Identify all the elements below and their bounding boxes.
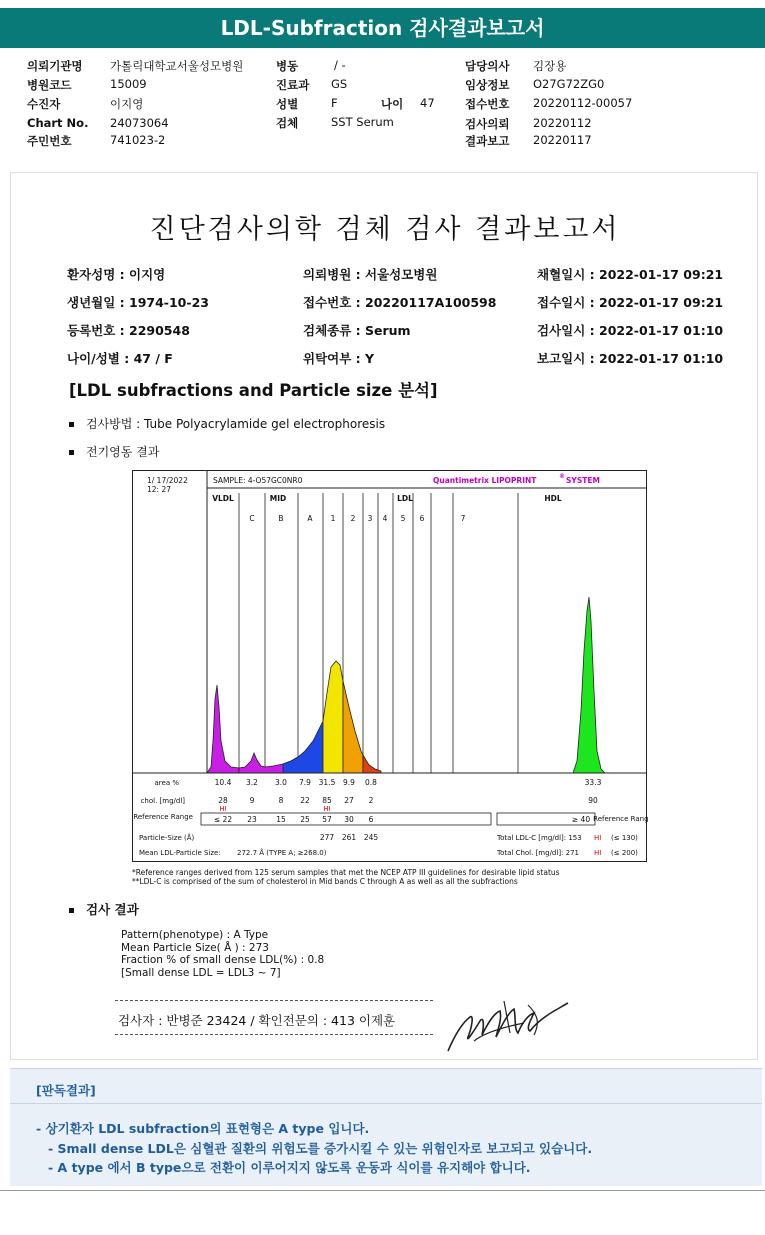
result-line: Mean Particle Size( Å ) : 273 — [121, 941, 269, 954]
header-value: 가톨릭대학교서울성모병원 — [110, 59, 244, 73]
group-label-mid: MID — [269, 494, 287, 503]
header-value: O27G72ZG0 — [533, 77, 605, 91]
age-value: 47 — [420, 96, 435, 110]
header-value: 20220112 — [533, 116, 592, 130]
receipt-number: 접수번호 : 20220117A100598 — [303, 295, 497, 310]
header-label: 성별 — [276, 97, 299, 111]
total-ldl-ref: (≤ 130) — [611, 834, 638, 842]
chart-svg — [133, 471, 648, 863]
chol-value: 28 — [218, 796, 228, 805]
note-line: *Reference ranges derived from 125 serum samples that met the NCEP ATP III guidelines for desirable lipid status — [132, 868, 560, 877]
header-label: 결과보고 — [465, 134, 510, 148]
chol-value: 85 — [322, 796, 332, 805]
age-sex: 나이/성별 : 47 / F — [67, 351, 173, 366]
registration-number: 등록번호 : 2290548 — [67, 323, 190, 338]
signer-line: 검사자 : 반병준 23424 / 확인전문의 : 413 이제훈 — [118, 1013, 396, 1028]
area-value: 7.9 — [299, 778, 311, 787]
birth-date: 생년월일 : 1974-10-23 — [67, 295, 209, 310]
chol-value: 90 — [588, 796, 598, 805]
verdict-title: [판독결과] — [36, 1083, 96, 1098]
note-line: **LDL-C is comprised of the sum of cholesterol in Mid bands C through A as well as all the subfractions — [132, 877, 518, 886]
result-line: Fraction % of small dense LDL(%) : 0.8 — [121, 954, 325, 966]
band-label: 3 — [367, 514, 373, 523]
header-value: 김장용 — [533, 59, 567, 73]
header-row: 병원코드 — [27, 78, 72, 92]
verdict-line: - A type 에서 B type으로 전환이 이루어지지 않도록 운동과 식이를 유지해야 합니다. — [48, 1160, 531, 1175]
bullet-square-icon — [69, 422, 74, 427]
group-label-vldl: VLDL — [212, 494, 234, 503]
total-chol: Total Chol. [mg/dl]: 271 — [497, 849, 579, 857]
bottom-border — [0, 1190, 765, 1191]
chol-value: 22 — [300, 796, 310, 805]
chart-date: 1/ 17/2022 — [147, 476, 188, 485]
ref-value: 23 — [247, 815, 257, 824]
band-label: 5 — [400, 514, 406, 523]
row-label-mean: Mean LDL-Particle Size: — [139, 849, 221, 857]
chol-value: 2 — [368, 796, 374, 805]
area-value: 3.0 — [275, 778, 287, 787]
ref-value: 15 — [276, 815, 286, 824]
bullet-square-icon — [69, 450, 74, 455]
divider — [115, 1000, 433, 1001]
header-label: 검체 — [276, 116, 299, 130]
header-value: F — [331, 96, 338, 110]
chol-value: 9 — [249, 796, 255, 805]
header-row: 의뢰기관명 — [27, 59, 83, 73]
band-label: C — [249, 514, 255, 523]
ref-value: ≥ 40 — [571, 815, 591, 824]
header-value: 20220112-00057 — [533, 96, 633, 110]
header-label: 임상정보 — [465, 78, 510, 92]
header-value: / - — [334, 58, 346, 72]
electrophoresis-chart — [132, 470, 647, 862]
report-title: 진단검사의학 검체 검사 결과보고서 — [149, 214, 621, 245]
specimen-type: 검체종류 : Serum — [303, 323, 411, 338]
vldl-peak — [207, 685, 239, 773]
collection-time: 채혈일시 : 2022-01-17 09:21 — [537, 267, 724, 282]
header-label: 검사의뢰 — [465, 117, 510, 131]
header-value: 15009 — [110, 77, 147, 91]
chart-brand-tail: SYSTEM — [566, 476, 600, 485]
verdict-line: - 상기환자 LDL subfraction의 표현형은 A type 입니다. — [36, 1121, 370, 1136]
header-label: 병동 — [276, 59, 299, 73]
referring-hospital: 의뢰병원 : 서울성모병원 — [303, 267, 438, 282]
receipt-time: 접수일시 : 2022-01-17 09:21 — [537, 295, 724, 310]
header-value: 24073064 — [110, 116, 169, 130]
section-title: [LDL subfractions and Particle size 분석] — [69, 381, 438, 400]
header-row: 주민번호 — [27, 134, 72, 148]
area-value: 0.8 — [365, 778, 377, 787]
verdict-separator — [10, 1103, 762, 1104]
area-value: 3.2 — [246, 778, 258, 787]
particle-size-value: 277 — [319, 833, 335, 842]
patient-name: 환자성명 : 이지영 — [67, 267, 166, 282]
signature-image — [444, 993, 570, 1057]
mid-ab-region — [283, 721, 323, 773]
electro-line: 전기영동 결과 — [69, 443, 159, 460]
ref-value: 6 — [368, 815, 374, 824]
area-value: 31.5 — [318, 778, 336, 787]
row-label-chol: chol. [mg/dl] — [140, 797, 185, 805]
header-value: 이지영 — [110, 97, 144, 111]
divider — [115, 1034, 433, 1035]
page-title: LDL-Subfraction 검사결과보고서 — [0, 8, 765, 48]
row-label-ref: Reference Range — [133, 813, 193, 821]
ref-value: 25 — [300, 815, 310, 824]
header-label: 접수번호 — [465, 97, 510, 111]
mean-size-value: 272.7 Å (TYPE A; ≥268.0) — [237, 849, 327, 857]
row-label-particle: Particle-Size (Å) — [139, 834, 195, 842]
consignment: 위탁여부 : Y — [303, 351, 375, 366]
chart-brand-sup: ® — [559, 473, 565, 480]
verdict-panel — [10, 1068, 762, 1186]
result-line: Pattern(phenotype) : A Type — [121, 929, 269, 941]
particle-size-value: 261 — [341, 833, 357, 842]
chart-time: 12: 27 — [147, 485, 171, 494]
header-row: 수진자 — [27, 97, 61, 111]
hdl-peak — [573, 597, 605, 773]
verdict-line: - Small dense LDL은 심혈관 질환의 위험도를 증가시킬 수 있는 위험인자로 보고되고 있습니다. — [48, 1141, 593, 1156]
area-value: 33.3 — [584, 778, 602, 787]
result-line: [Small dense LDL = LDL3 ~ 7] — [121, 966, 281, 979]
band-label: 2 — [350, 514, 356, 523]
band-label: 6 — [419, 514, 425, 523]
particle-size-value: 245 — [363, 833, 379, 842]
area-value: 10.4 — [214, 778, 232, 787]
hi-flag-ldl1: HI — [323, 805, 331, 813]
header-label: 진료과 — [276, 78, 310, 92]
header-label: 담당의사 — [465, 59, 510, 73]
test-time: 검사일시 : 2022-01-17 01:10 — [537, 323, 724, 338]
header-value: 741023-2 — [110, 133, 166, 147]
header-value: GS — [331, 77, 348, 91]
hi-flag-chol-total: HI — [594, 849, 602, 857]
band-label: A — [307, 514, 313, 523]
result-heading: 검사 결과 — [69, 900, 139, 918]
row-label-ref-right: Reference Range — [593, 815, 648, 823]
header-row: Chart No. — [27, 116, 89, 130]
header-value: 20220117 — [533, 133, 592, 147]
ldl2-region — [343, 681, 363, 773]
hi-flag-vldl: HI — [219, 805, 227, 813]
hi-flag-ldl-total: HI — [594, 834, 602, 842]
reference-notes — [132, 868, 560, 886]
method-line: 검사방법 : Tube Polyacrylamide gel electrophoresis — [69, 415, 385, 432]
chart-sample: SAMPLE: 4-O57GC0NR0 — [213, 476, 303, 485]
result-block — [121, 929, 324, 979]
ref-value: 57 — [322, 815, 332, 824]
chol-value: 8 — [278, 796, 284, 805]
row-label-area: area % — [154, 779, 179, 787]
ref-value: ≤ 22 — [213, 815, 233, 824]
report-time: 보고일시 : 2022-01-17 01:10 — [537, 351, 724, 366]
band-label: 1 — [330, 514, 336, 523]
band-label: 4 — [382, 514, 388, 523]
ref-value: 30 — [344, 815, 354, 824]
band-label: 7 — [460, 514, 466, 523]
chol-value: 27 — [344, 796, 354, 805]
group-label-ldl: LDL — [397, 494, 413, 503]
age-label: 나이 — [381, 97, 404, 111]
group-label-hdl: HDL — [544, 494, 562, 503]
band-label: B — [278, 514, 284, 523]
ldl1-peak — [323, 661, 343, 773]
total-chol-ref: (≤ 200) — [611, 849, 638, 857]
area-value: 9.9 — [343, 778, 355, 787]
total-ldl: Total LDL-C [mg/dl]: 153 — [497, 834, 582, 842]
chart-brand: Quantimetrix LIPOPRINT — [433, 476, 537, 485]
bullet-square-icon — [69, 908, 74, 913]
header-value: SST Serum — [331, 115, 394, 129]
